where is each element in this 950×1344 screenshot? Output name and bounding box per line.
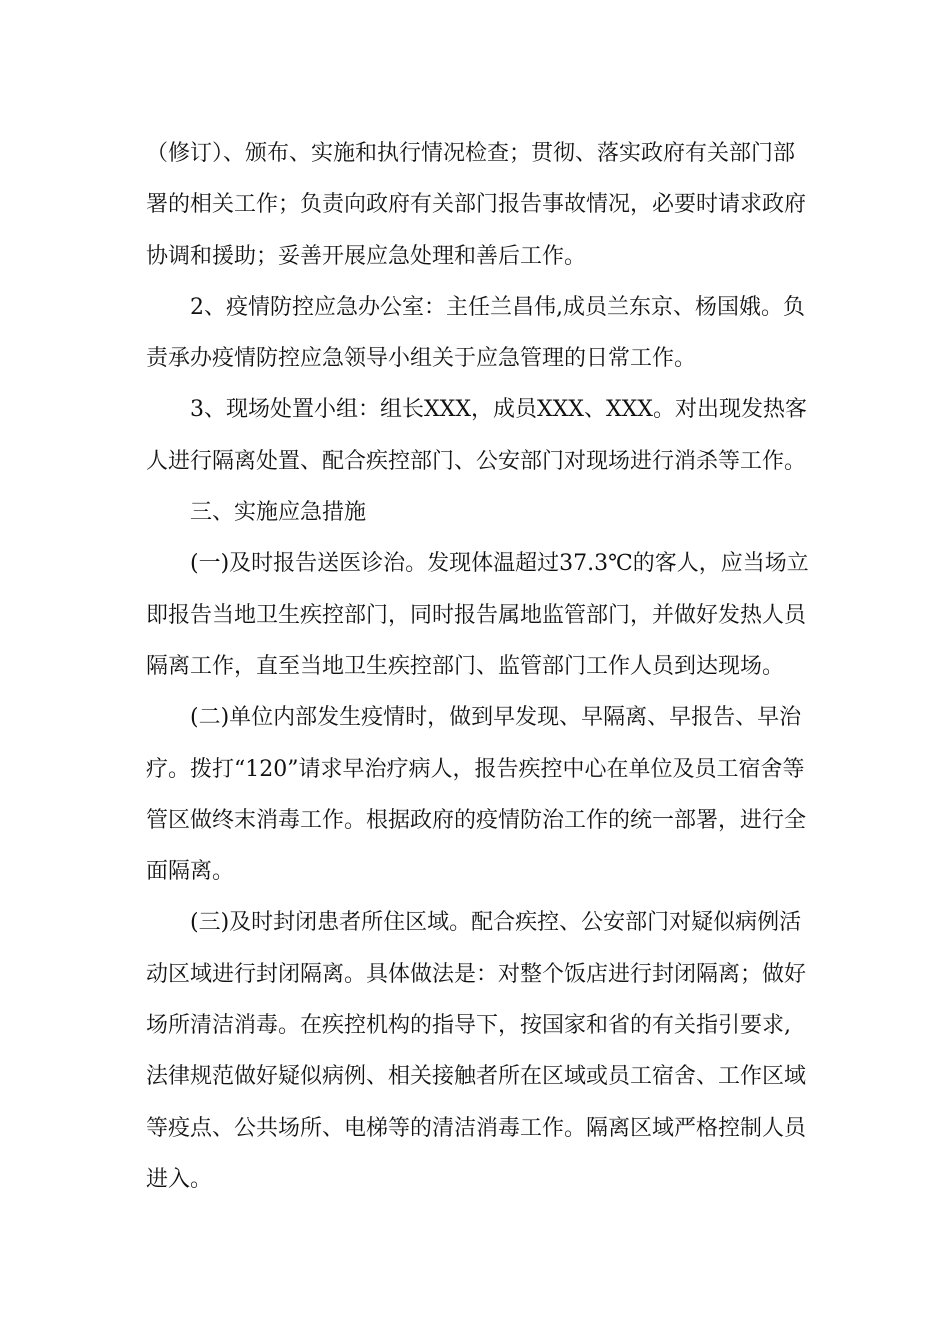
section-heading-measures: 三、实施应急措施 xyxy=(190,500,367,526)
document-body xyxy=(146,128,810,1205)
paragraph-emergency-office: 2、疫情防控应急办公室：主任兰昌伟,成员兰东京、杨国娥。负责承办疫情防控应急领导小组关于应急管理的日常工作。 xyxy=(146,294,805,372)
paragraph-measure-1: (一)及时报告送医诊治。发现体温超过37.3℃的客人，应当场立即报告当地卫生疾控部门，同时报告属地监管部门，并做好发热人员隔离工作，直至当地卫生疾控部门、监管部门工作人员到达现场。 xyxy=(146,551,809,679)
paragraph-measure-3: (三)及时封闭患者所住区域。配合疾控、公安部门对疑似病例活动区域进行封闭隔离。具体做法是：对整个饭店进行封闭隔离；做好场所清洁消毒。在疾控机构的指导下，按国家和省的有关指引要求,法律规范做好疑似病例、相关接触者所在区域或员工宿舍、工作区域等疫点、公共场所、电梯等的清洁消毒工作。隔离区域严格控制人员进入。 xyxy=(146,910,807,1192)
paragraph-measure-2: (二)单位内部发生疫情时，做到早发现、早隔离、早报告、早治疗。拨打“120”请求早治疗病人，报告疾控中心在单位及员工宿舍等管区做终末消毒工作。根据政府的疫情防治工作的统一部署，进行全面隔离。 xyxy=(146,705,807,885)
paragraph-onsite-team: 3、现场处置小组：组长XXX，成员XXX、XXX。对出现发热客人进行隔离处置、配合疾控部门、公安部门对现场进行消杀等工作。 xyxy=(146,397,807,474)
paragraph-continuation: （修订）、颁布、实施和执行情况检查；贯彻、落实政府有关部门部署的相关工作；负责向政府有关部门报告事故情况，必要时请求政府协调和援助；妥善开展应急处理和善后工作。 xyxy=(146,141,807,269)
